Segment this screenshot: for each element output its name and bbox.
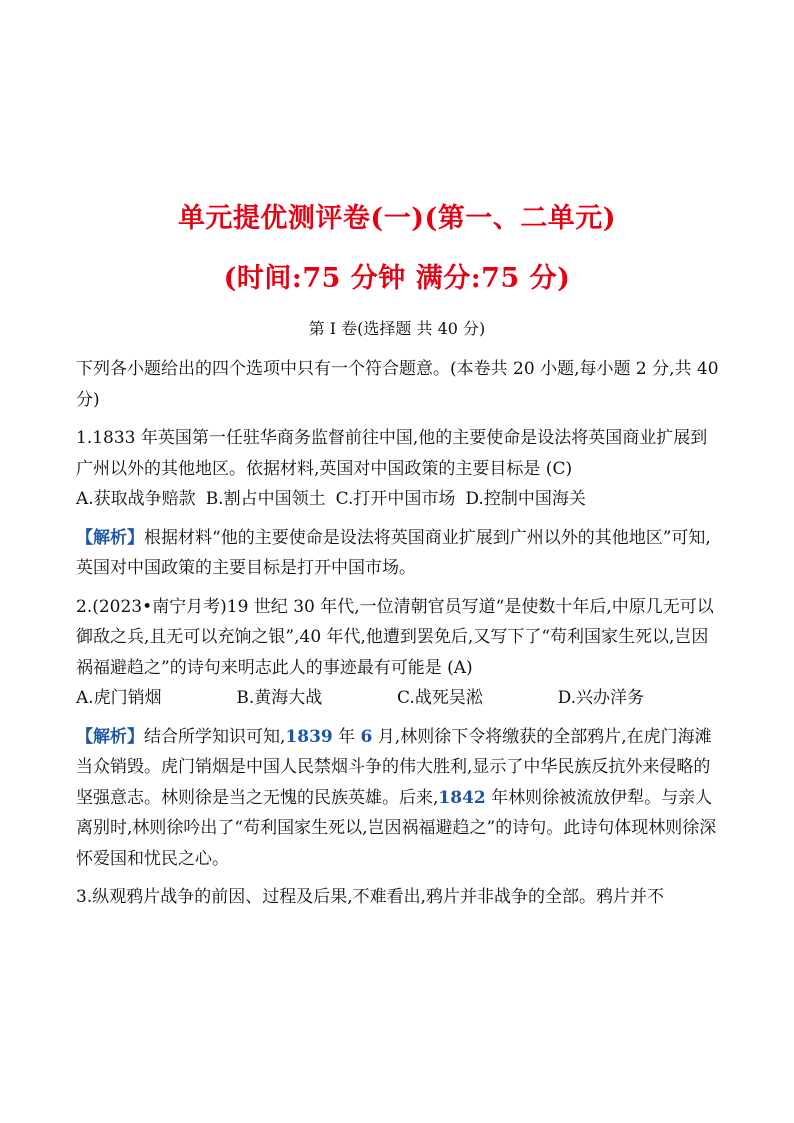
option-c: C.战死吴淞: [397, 688, 483, 708]
analysis-text: 年林则徐被流放伊犁。与亲人离别时,林则徐吟出了“苟利国家生死以,岂因祸福避趋之”的诗句。此诗句体现林则徐深怀爱国和忧民之心。: [76, 787, 717, 869]
analysis-text: 根据材料“他的主要使命是设法将英国商业扩展到广州以外的其他地区”可知,英国对中国政策的主要目标是打开中国市场。: [76, 527, 711, 578]
page-subtitle: (时间:75 分钟 满分:75 分): [223, 263, 571, 294]
analysis-tag: 【解析】: [76, 726, 144, 747]
option-b: B.黄海大战: [236, 688, 323, 708]
question-1-options: [76, 484, 724, 515]
question-1-stem: 1.1833 年英国第一任驻华商务监督前往中国,他的主要使命是设法将英国商业扩展到广州以外的其他地区。依据材料,英国对中国政策的主要目标是 (C): [76, 428, 708, 479]
option-a: A.获取战争赔款: [76, 489, 196, 509]
year-highlight: 1842: [438, 787, 486, 808]
analysis-tag: 【解析】: [76, 527, 144, 548]
instructions: 下列各小题给出的四个选项中只有一个符合题意。(本卷共 20 小题,每小题 2 分,共 40 分): [76, 359, 719, 410]
year-highlight: 1839: [285, 726, 333, 747]
question-2-options: [76, 683, 724, 714]
question-2-stem: 2.(2023•南宁月考)19 世纪 30 年代,一位清朝官员写道“是使数十年后,中原几无可以御敌之兵,且无可以充饷之银”,40 年代,他遭到罢免后,又写下了“苟利国家生死以,岂因祸福避趋之”的诗句来明志此人的事迹最有可能是 (A): [76, 596, 714, 678]
analysis-text: 月,林则徐下令将缴获的全部鸦片,在虎门海滩当众销毁。虎门销烟是中国人民禁烟斗争的伟大胜利,显示了中华民族反抗外来侵略的坚强意志。林则徐是当之无愧的民族英雄。后来,: [76, 726, 712, 808]
question-3-stem: 3.纵观鸦片战争的前因、过程及后果,不难看出,鸦片并非战争的全部。鸦片并不: [76, 887, 665, 907]
option-a: A.虎门销烟: [76, 688, 162, 708]
option-d: D.兴办洋务: [557, 688, 644, 708]
document-body: [76, 354, 724, 913]
question-1-analysis: [76, 523, 724, 584]
section-heading: 第 I 卷(选择题 共 40 分): [308, 319, 486, 338]
option-b: B.割占中国领土: [205, 489, 326, 509]
question-2-analysis: [76, 722, 724, 875]
option-d: D.控制中国海关: [465, 489, 586, 509]
month-highlight: 6: [360, 726, 373, 747]
analysis-text: 结合所学知识可知,: [144, 726, 286, 747]
page-title: 单元提优测评卷(一)(第一、二单元): [177, 203, 617, 234]
option-c: C.打开中国市场: [335, 489, 456, 509]
analysis-text: 年: [332, 726, 361, 747]
